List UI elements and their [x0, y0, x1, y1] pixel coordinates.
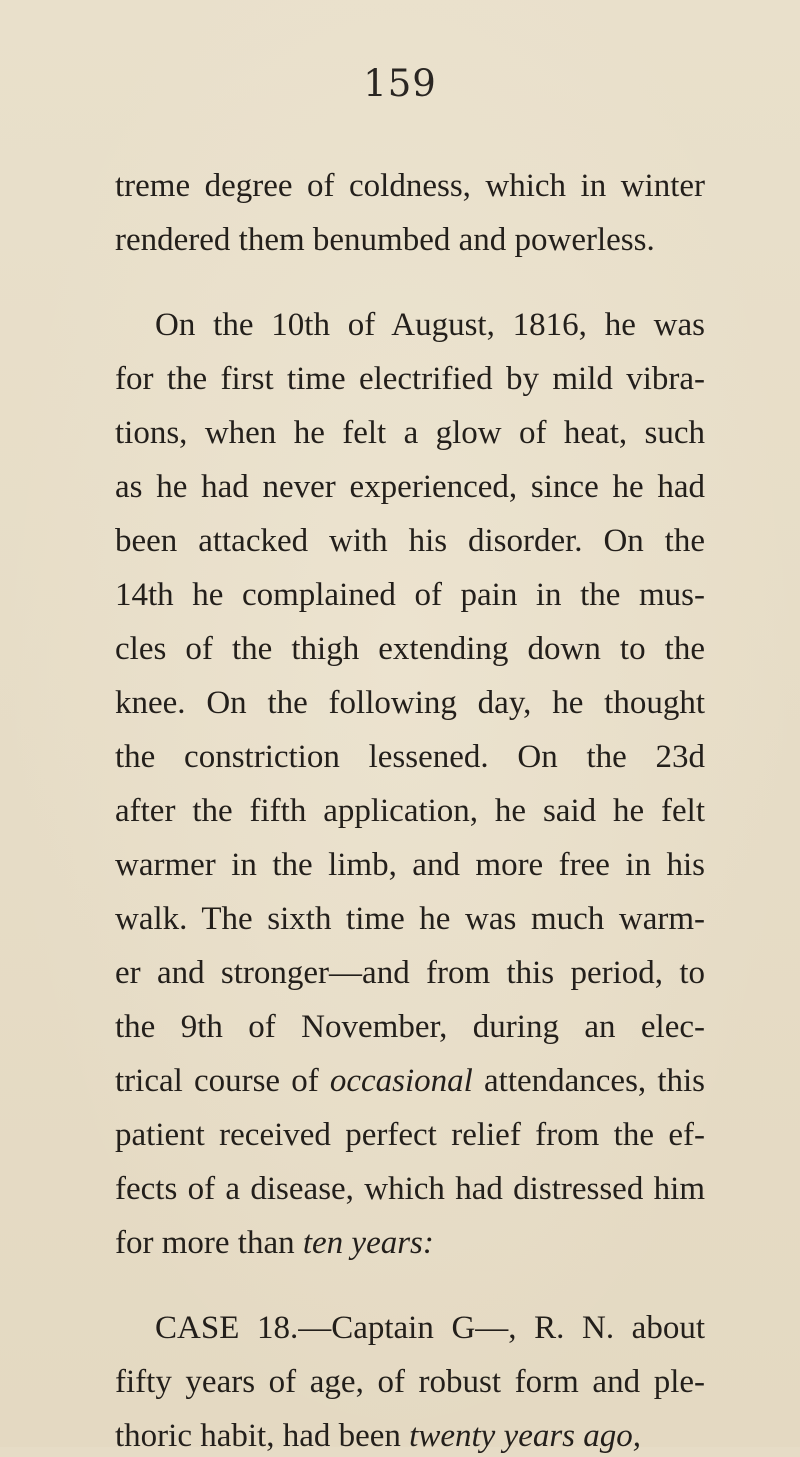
text-line: the constriction lessened. On the 23d	[115, 739, 705, 775]
text-line: patient received perfect relief from the ef-	[115, 1117, 705, 1153]
text-line: after the fifth application, he said he felt	[115, 793, 705, 829]
text-line: knee. On the following day, he thought	[115, 685, 705, 721]
italic-emphasis: ten years:	[302, 1225, 434, 1261]
text-line: the 9th of November, during an elec-	[115, 1009, 705, 1045]
text-line: er and stronger—and from this period, to	[115, 955, 705, 991]
text-line: as he had never experienced, since he had	[115, 469, 705, 505]
text-line-with-italic	[115, 1415, 705, 1457]
text-fragment: for more than	[115, 1225, 303, 1261]
text-line: cles of the thigh extending down to the	[115, 631, 705, 667]
italic-emphasis: twenty years ago,	[409, 1418, 642, 1454]
text-line: 14th he complained of pain in the mus-	[115, 577, 705, 613]
text-fragment: trical course of	[115, 1063, 330, 1099]
text-line-with-italic	[115, 1060, 705, 1102]
text-line: for the first time electrified by mild vibra-	[115, 361, 705, 397]
text-fragment: attendances, this	[472, 1063, 706, 1099]
paragraph-start-line: On the 10th of August, 1816, he was	[155, 307, 705, 343]
text-line: fifty years of age, of robust form and ple-	[115, 1364, 705, 1400]
text-fragment: thoric habit, had been	[115, 1418, 410, 1454]
italic-emphasis: occasional	[329, 1063, 473, 1099]
text-line: tions, when he felt a glow of heat, such	[115, 415, 705, 451]
text-line: fects of a disease, which had distressed him	[115, 1171, 705, 1207]
text-line: walk. The sixth time he was much warm-	[115, 901, 705, 937]
text-line: rendered them benumbed and powerless.	[115, 222, 655, 258]
text-line: been attacked with his disorder. On the	[115, 523, 705, 559]
case-heading-line: CASE 18.—Captain G—, R. N. about	[155, 1310, 705, 1346]
page-number: 159	[363, 62, 437, 105]
text-line-with-italic	[115, 1222, 705, 1264]
text-line: treme degree of coldness, which in winter	[115, 168, 705, 204]
text-line: warmer in the limb, and more free in his	[115, 847, 705, 883]
